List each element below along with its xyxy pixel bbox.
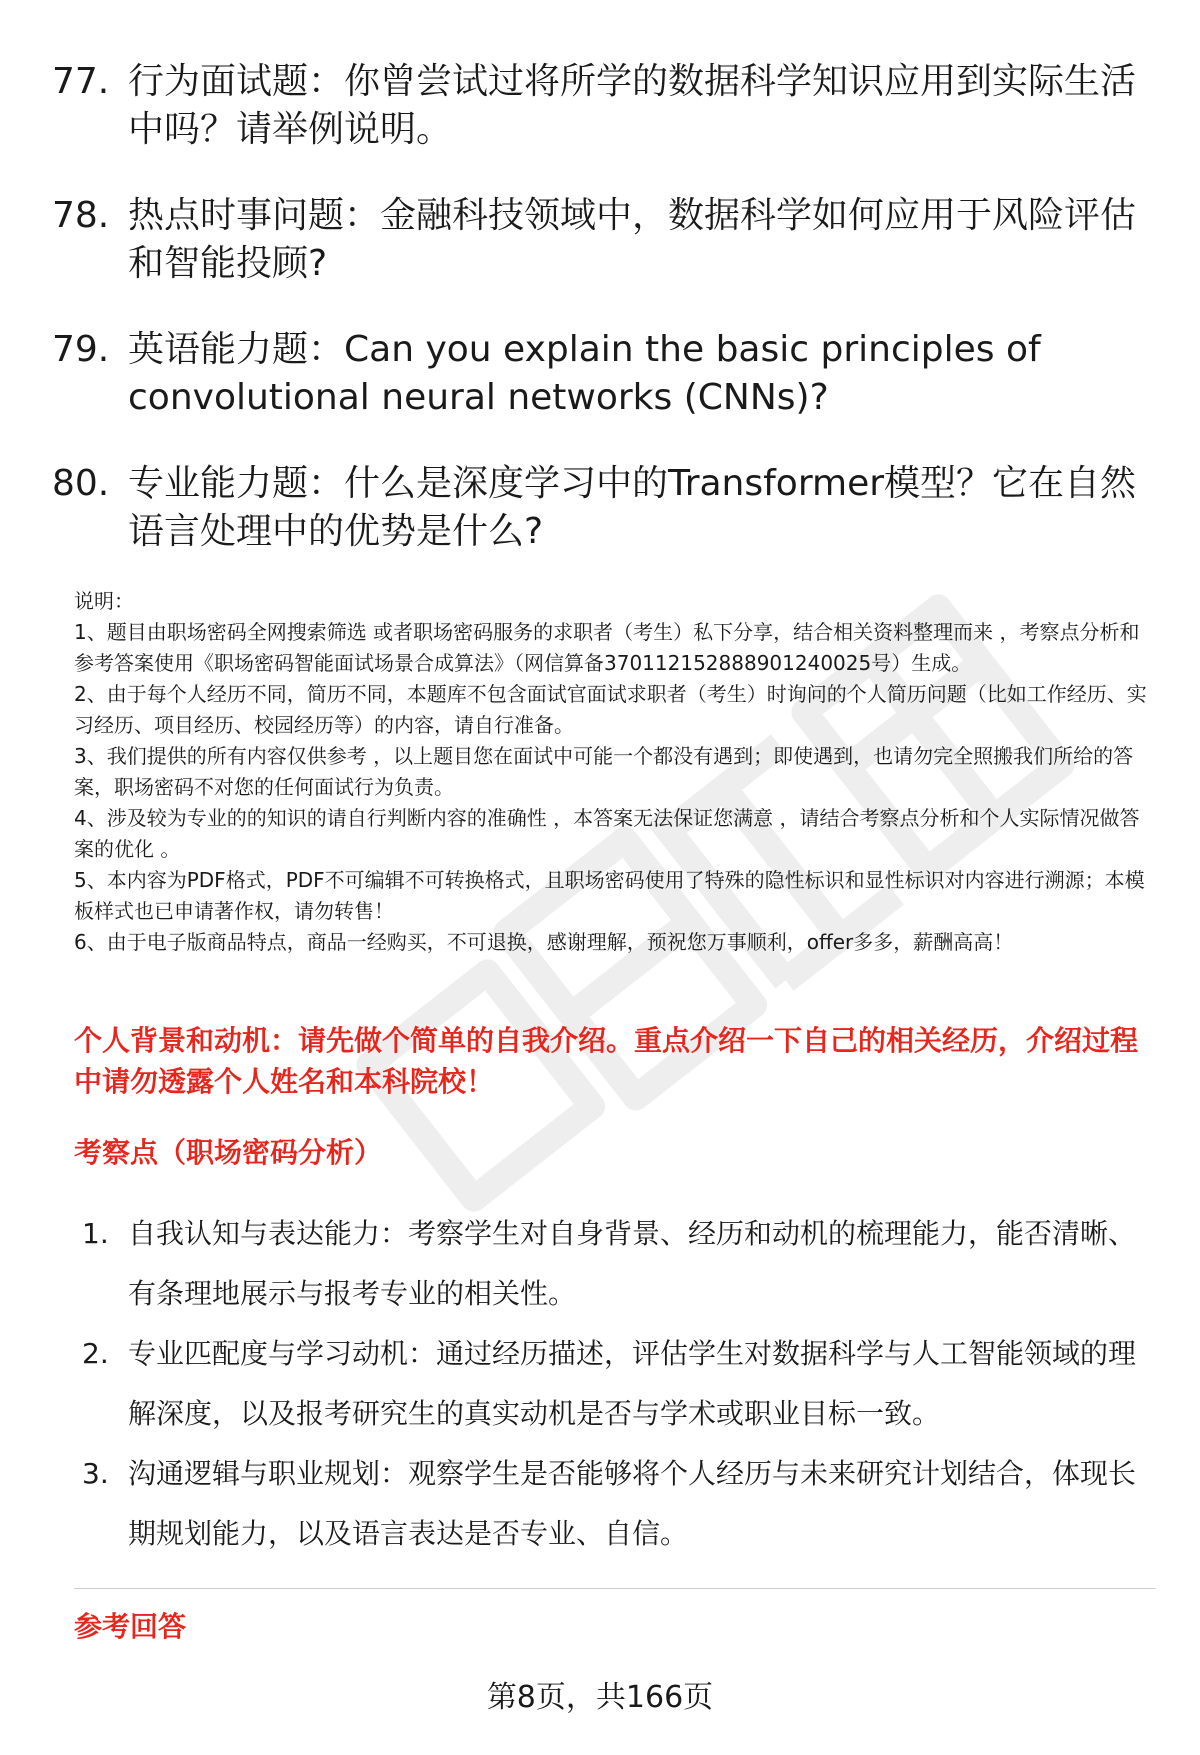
- point-text: 专业匹配度与学习动机：通过经历描述，评估学生对数据科学与人工智能领域的理解深度，以及报考研究生的真实动机是否与学术或职业目标一致。: [128, 1337, 1137, 1430]
- point-text: 沟通逻辑与职业规划：观察学生是否能够将个人经历与未来研究计划结合，体现长期规划能力，以及语言表达是否专业、自信。: [128, 1457, 1137, 1550]
- note-item: 4、涉及较为专业的的知识的请自行判断内容的准确性 ，本答案无法保证您满意 ，请结合考察点分析和个人实际情况做答案的优化 。: [74, 806, 1140, 861]
- notes-title: 说明：: [74, 589, 134, 613]
- focus-point-3: [82, 1444, 1162, 1564]
- focus-point-1: [82, 1204, 1162, 1324]
- point-number: 3.: [82, 1457, 109, 1490]
- question-text: 专业能力题：什么是深度学习中的Transformer模型？它在自然语言处理中的优势是什么?: [128, 463, 1137, 552]
- note-item: 1、题目由职场密码全网搜索筛选 或者职场密码服务的求职者（考生）私下分享，结合相关资料整理而来 ，考察点分析和参考答案使用《职场密码智能面试场景合成算法》（网信算备370112152888901240025号）生成。: [74, 620, 1140, 675]
- question-79: [52, 326, 1152, 422]
- section-divider: [74, 1588, 1156, 1589]
- focus-points: [82, 1204, 1162, 1564]
- note-item: 3、我们提供的所有内容仅供参考 ，以上题目您在面试中可能一个都没有遇到；即使遇到，也请勿完全照搬我们所给的答案，职场密码不对您的任何面试行为负责。: [74, 744, 1134, 799]
- question-number: 79.: [52, 329, 110, 370]
- question-78: [52, 192, 1152, 288]
- focus-point-2: [82, 1324, 1162, 1444]
- note-item: 6、由于电子版商品特点，商品一经购买，不可退换，感谢理解，预祝您万事顺利，offer多多，薪酬高高！: [74, 930, 1014, 954]
- question-text: 热点时事问题：金融科技领域中，数据科学如何应用于风险评估和智能投顾?: [128, 195, 1137, 284]
- question-text: 英语能力题：Can you explain the basic principles of convolutional neural networks (CNNs)?: [128, 329, 1041, 418]
- question-text: 行为面试题：你曾尝试过将所学的数据科学知识应用到实际生活中吗？请举例说明。: [128, 61, 1137, 150]
- page-footer: 第8页，共166页: [486, 1680, 714, 1715]
- point-number: 2.: [82, 1337, 109, 1370]
- answer-title: 参考回答: [74, 1610, 187, 1643]
- note-item: 5、本内容为PDF格式，PDF不可编辑不可转换格式，且职场密码使用了特殊的隐性标识和显性标识对内容进行溯源；本模板样式也已申请著作权，请勿转售！: [74, 868, 1145, 923]
- question-number: 80.: [52, 463, 110, 504]
- focus-title: 考察点（职场密码分析）: [74, 1136, 383, 1169]
- point-text: 自我认知与表达能力：考察学生对自身背景、经历和动机的梳理能力，能否清晰、有条理地展示与报考专业的相关性。: [128, 1217, 1137, 1310]
- note-item: 2、由于每个人经历不同，简历不同，本题库不包含面试官面试求职者（考生）时询问的个人简历问题（比如工作经历、实习经历、项目经历、校园经历等）的内容，请自行准备。: [74, 682, 1147, 737]
- question-77: [52, 58, 1152, 154]
- intro-question: 个人背景和动机：请先做个简单的自我介绍。重点介绍一下自己的相关经历，介绍过程中请勿透露个人姓名和本科院校！: [74, 1024, 1139, 1098]
- question-number: 77.: [52, 61, 110, 102]
- notes-section: [74, 586, 1154, 958]
- question-number: 78.: [52, 195, 110, 236]
- point-number: 1.: [82, 1217, 109, 1250]
- question-list: [52, 58, 1152, 594]
- question-80: [52, 460, 1152, 556]
